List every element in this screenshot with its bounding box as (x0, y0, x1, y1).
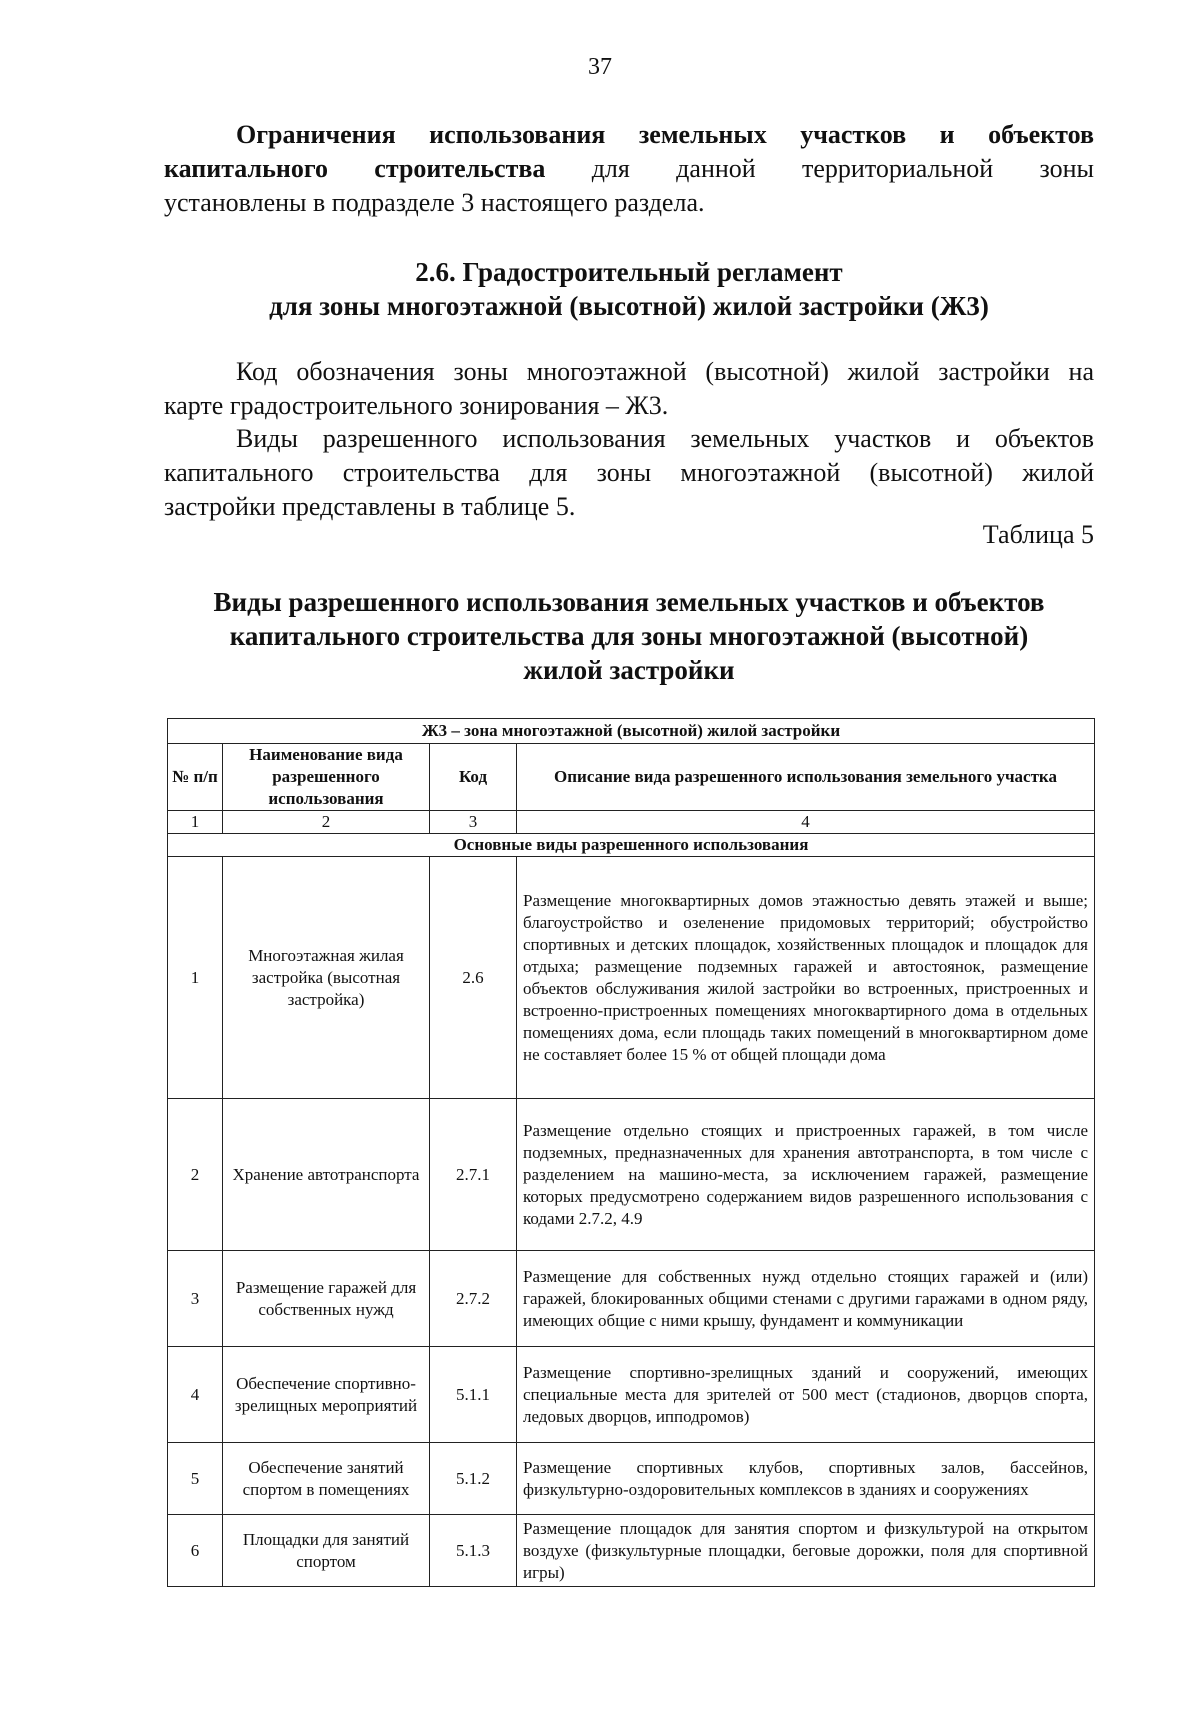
row-name: Обеспечение спортивно-зрелищных мероприятий (223, 1347, 430, 1443)
column-number: 4 (517, 811, 1095, 834)
column-number-row (168, 811, 1095, 834)
row-num: 5 (168, 1443, 223, 1515)
permitted-use-table (167, 718, 1095, 1587)
header-num: № п/п (168, 744, 223, 811)
table-row (168, 1251, 1095, 1347)
header-code: Код (430, 744, 517, 811)
intro-line-1: Ограничения использования земельных участков и объектов (236, 120, 1094, 149)
paragraph1-line-2: карте градостроительного зонирования – Ж3. (164, 391, 669, 420)
row-num: 6 (168, 1515, 223, 1587)
row-num: 1 (168, 857, 223, 1099)
paragraph2-line-1: Виды разрешенного использования земельных участков и объектов (236, 424, 1094, 453)
section-title-line-2: для зоны многоэтажной (высотной) жилой застройки (Ж3) (269, 291, 989, 321)
row-code: 5.1.2 (430, 1443, 517, 1515)
row-desc: Размещение спортивно-зрелищных зданий и сооружений, имеющих специальные места для зрителей от 500 мест (стадионов, дворцов спорта, ледовых дворцов, ипподромов) (517, 1347, 1095, 1443)
intro-line-2 (164, 152, 1094, 186)
column-header-row (168, 744, 1095, 811)
row-desc: Размещение многоквартирных домов этажностью девять этажей и выше; благоустройство и озеленение придомовых территорий; обустройство спортивных и детских площадок, хозяйственных площадок и площадок для отдыха; размещение подземных гаражей и автостоянок, размещение объектов обслуживания жилой застройки во встроенных, пристроенных и встроенно-пристроенных помещениях многоквартирного дома в отдельных помещениях дома, если площадь таких помещений в многоквартирном доме не составляет более 15 % от общей площади дома (517, 857, 1095, 1099)
row-name: Размещение гаражей для собственных нужд (223, 1251, 430, 1347)
section-title-line-1: 2.6. Градостроительный регламент (415, 257, 843, 287)
row-name: Площадки для занятий спортом (223, 1515, 430, 1587)
table-label: Таблица 5 (982, 520, 1094, 549)
paragraph2-line-3: застройки представлены в таблице 5. (164, 492, 576, 521)
row-code: 2.6 (430, 857, 517, 1099)
table-title-line-2: капитального строительства для зоны многоэтажной (высотной) (229, 621, 1029, 651)
table-title (164, 585, 1094, 687)
table-title-line-1: Виды разрешенного использования земельных участков и объектов (213, 587, 1045, 617)
row-code: 2.7.2 (430, 1251, 517, 1347)
paragraph1-line-1: Код обозначения зоны многоэтажной (высотной) жилой застройки на (236, 357, 1094, 386)
row-num: 4 (168, 1347, 223, 1443)
row-desc: Размещение для собственных нужд отдельно стоящих гаражей и (или) гаражей, блокированных общими стенами с другими гаражами в одном ряду, имеющих общие с ними крышу, фундамент и коммуникации (517, 1251, 1095, 1347)
zone-header: Ж3 – зона многоэтажной (высотной) жилой застройки (168, 719, 1095, 744)
row-name: Обеспечение занятий спортом в помещениях (223, 1443, 430, 1515)
table-row (168, 1099, 1095, 1251)
row-name: Хранение автотранспорта (223, 1099, 430, 1251)
section-label: Основные виды разрешенного использования (168, 834, 1095, 857)
table-title-line-3: жилой застройки (523, 655, 735, 685)
zone-header-row (168, 719, 1095, 744)
header-desc: Описание вида разрешенного использования земельного участка (517, 744, 1095, 811)
row-code: 2.7.1 (430, 1099, 517, 1251)
row-name: Многоэтажная жилая застройка (высотная застройка) (223, 857, 430, 1099)
paragraph2-line-2: капитального строительства для зоны многоэтажной (высотной) жилой (164, 458, 1094, 487)
table-row (168, 1347, 1095, 1443)
row-desc: Размещение площадок для занятия спортом и физкультурой на открытом воздухе (физкультурные площадки, беговые дорожки, поля для спортивной игры) (517, 1515, 1095, 1587)
row-desc: Размещение отдельно стоящих и пристроенных гаражей, в том числе подземных, предназначенных для хранения автотранспорта, в том числе с разделением на машино-места, за исключением гаражей, размещение которых предусмотрено содержанием видов разрешенного использования с кодами 2.7.2, 4.9 (517, 1099, 1095, 1251)
row-num: 2 (168, 1099, 223, 1251)
header-name: Наименование вида разрешенного использования (223, 744, 430, 811)
column-number: 2 (223, 811, 430, 834)
row-code: 5.1.1 (430, 1347, 517, 1443)
row-num: 3 (168, 1251, 223, 1347)
intro-line-2-bold: капитального строительства (164, 154, 546, 183)
row-desc: Размещение спортивных клубов, спортивных залов, бассейнов, физкультурно-оздоровительных комплексов в зданиях и сооружениях (517, 1443, 1095, 1515)
usage-types-paragraph (164, 422, 1094, 524)
intro-line-2-rest: для данной территориальной зоны (591, 154, 1094, 183)
section-heading (164, 255, 1094, 323)
page-number: 37 (588, 54, 612, 80)
table-row (168, 1443, 1095, 1515)
column-number: 1 (168, 811, 223, 834)
section-row (168, 834, 1095, 857)
zone-code-paragraph (164, 355, 1094, 423)
intro-line-3: установлены в подразделе 3 настоящего раздела. (164, 188, 705, 217)
column-number: 3 (430, 811, 517, 834)
table-row (168, 857, 1095, 1099)
row-code: 5.1.3 (430, 1515, 517, 1587)
intro-paragraph (164, 118, 1094, 220)
table-row (168, 1515, 1095, 1587)
